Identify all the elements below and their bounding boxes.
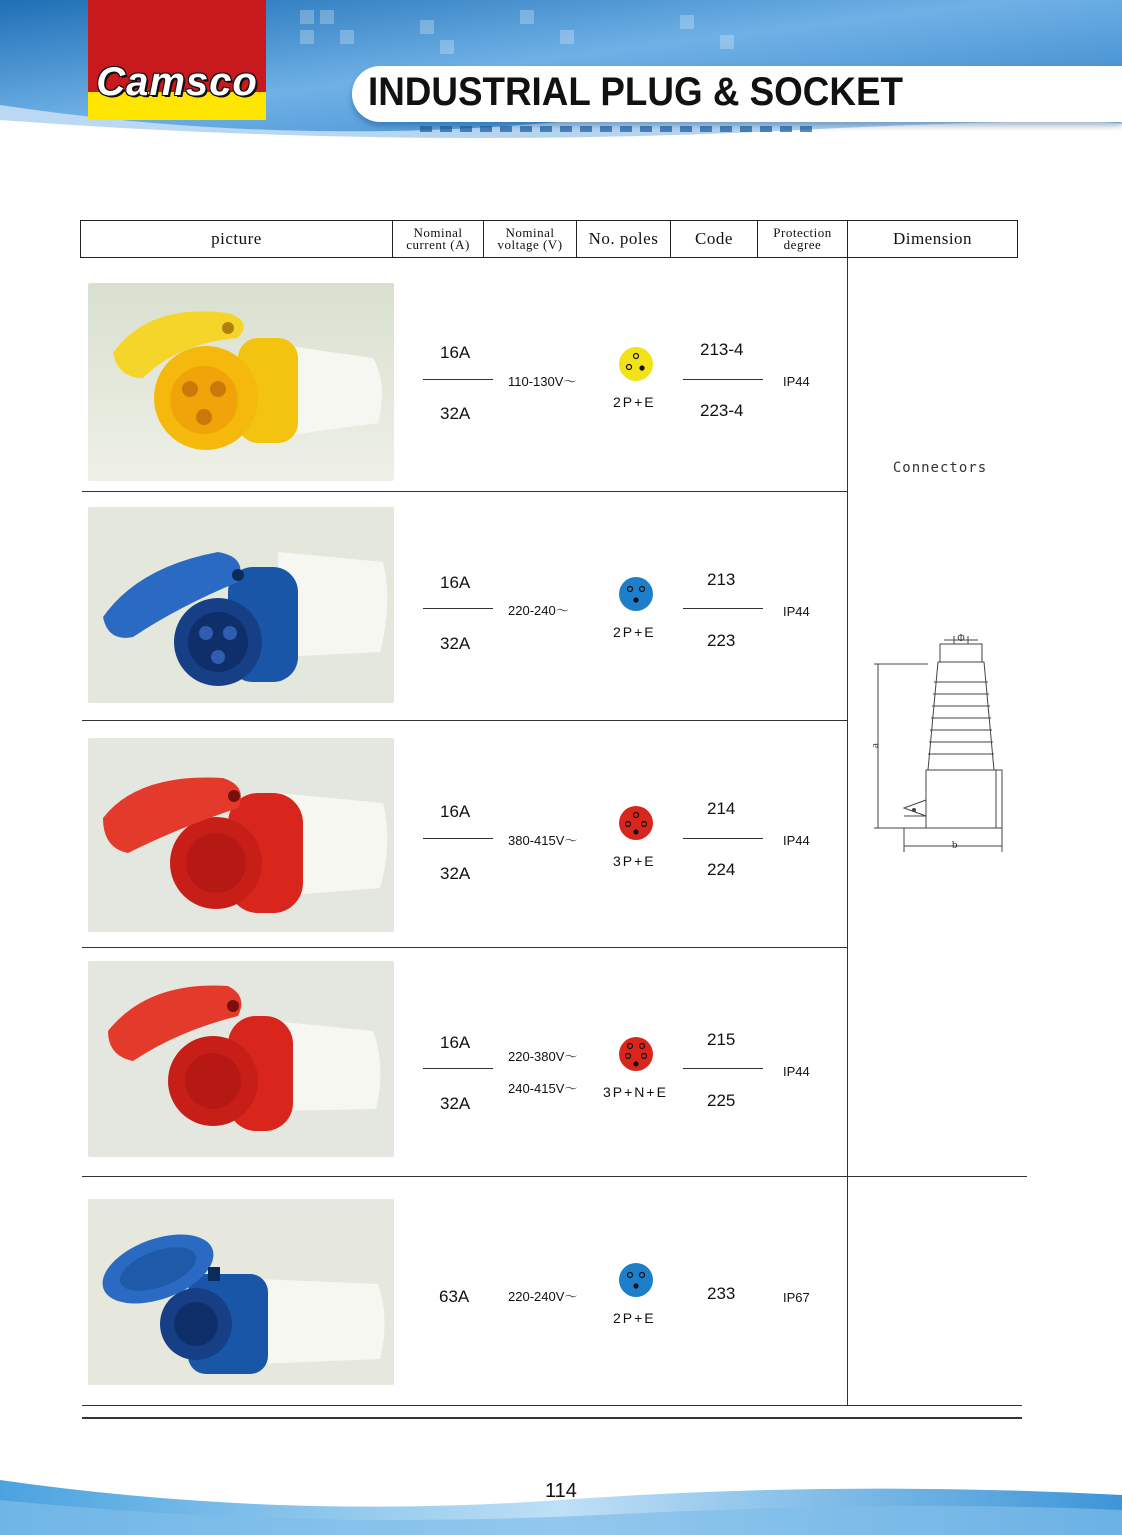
header-dimension [847,220,1018,258]
product-code-bottom: 223-4 [700,401,744,420]
number-of-poles: 3P+N+E [603,1084,668,1100]
protection-degree: IP67 [783,1290,810,1305]
current-divider [423,608,493,609]
nominal-voltage: 220-240～ [508,603,569,618]
product-code-top: 214 [707,799,736,818]
current-divider [423,838,493,839]
header-label: Nominal [413,225,463,240]
nominal-current-top: 16A [440,573,471,592]
code-divider [683,608,763,609]
header-label: No. poles [588,229,659,248]
number-of-poles: 2P+E [613,1310,656,1326]
protection-degree: IP44 [783,833,810,848]
protection-degree: IP44 [783,604,810,619]
product-photo-blue-connector [88,507,394,703]
row-divider [82,1176,1027,1177]
page-title: INDUSTRIAL PLUG & SOCKET [368,70,903,114]
product-photo-red-connector-5pin [88,961,394,1157]
product-code-top: 213 [707,570,736,589]
pole-layout-icon [618,576,654,612]
nominal-current-bottom: 32A [440,864,471,883]
code-divider [683,379,763,380]
product-code-top: 213-4 [700,340,744,359]
header-label: Nominal [505,225,555,240]
nominal-current-top: 16A [440,343,471,362]
header-nominal-current [392,220,484,258]
nominal-current-top: 16A [440,802,471,821]
header-label: current (A) [406,237,470,252]
nominal-voltage: 110-130V～ [508,374,577,389]
header-label: Dimension [892,229,973,248]
number-of-poles: 2P+E [613,624,656,640]
product-code-bottom: 225 [707,1091,736,1110]
product-code: 233 [707,1284,736,1303]
pole-layout-icon [618,1036,654,1072]
height-label-a: a [869,743,881,748]
nominal-current-bottom: 32A [440,634,471,653]
header-nominal-voltage [483,220,577,258]
dimension-column-divider [847,258,848,1406]
product-photo-blue-connector-ip67 [88,1199,394,1385]
header-code [670,220,758,258]
nominal-voltage: 220-240V～ [508,1289,578,1304]
phi-label: Φ [957,633,965,644]
row-divider [82,491,847,492]
header-label: voltage (V) [497,237,563,252]
number-of-poles: 2P+E [613,394,656,410]
nominal-voltage-secondary: 240-415V～ [508,1081,578,1096]
product-code-bottom: 224 [707,860,736,879]
pole-layout-icon [618,805,654,841]
nominal-voltage: 220-380V～ [508,1049,578,1064]
header-picture-label: picture [211,229,262,248]
product-photo-yellow-connector [88,283,394,481]
protection-degree: IP44 [783,1064,810,1079]
table-bottom-rule [82,1405,1022,1406]
code-divider [683,1068,763,1069]
width-label-b: b [952,839,958,851]
nominal-current-top: 16A [440,1033,471,1052]
number-of-poles: 3P+E [613,853,656,869]
nominal-voltage: 380-415V～ [508,833,578,848]
code-divider [683,838,763,839]
header-picture [80,220,393,258]
nominal-current-bottom: 32A [440,404,471,423]
product-photo-red-connector [88,738,394,932]
pole-layout-icon [618,1262,654,1298]
header-label: Protection [773,225,832,240]
page-number: 114 [545,1480,577,1502]
nominal-current: 63A [439,1287,470,1306]
product-code-top: 215 [707,1030,736,1049]
brand-logo: Camsco [96,60,258,104]
header-label: degree [783,237,822,252]
header-label: Code [695,229,733,248]
current-divider [423,379,493,380]
header-poles [576,220,671,258]
connector-dimension-diagram [868,632,1008,854]
header-protection [757,220,848,258]
pole-layout-icon [618,346,654,382]
table-bottom-rule [82,1417,1022,1419]
nominal-current-bottom: 32A [440,1094,471,1113]
row-divider [82,720,847,721]
product-code-bottom: 223 [707,631,736,650]
current-divider [423,1068,493,1069]
row-divider [82,947,847,948]
connectors-label: Connectors [892,460,988,476]
protection-degree: IP44 [783,374,810,389]
